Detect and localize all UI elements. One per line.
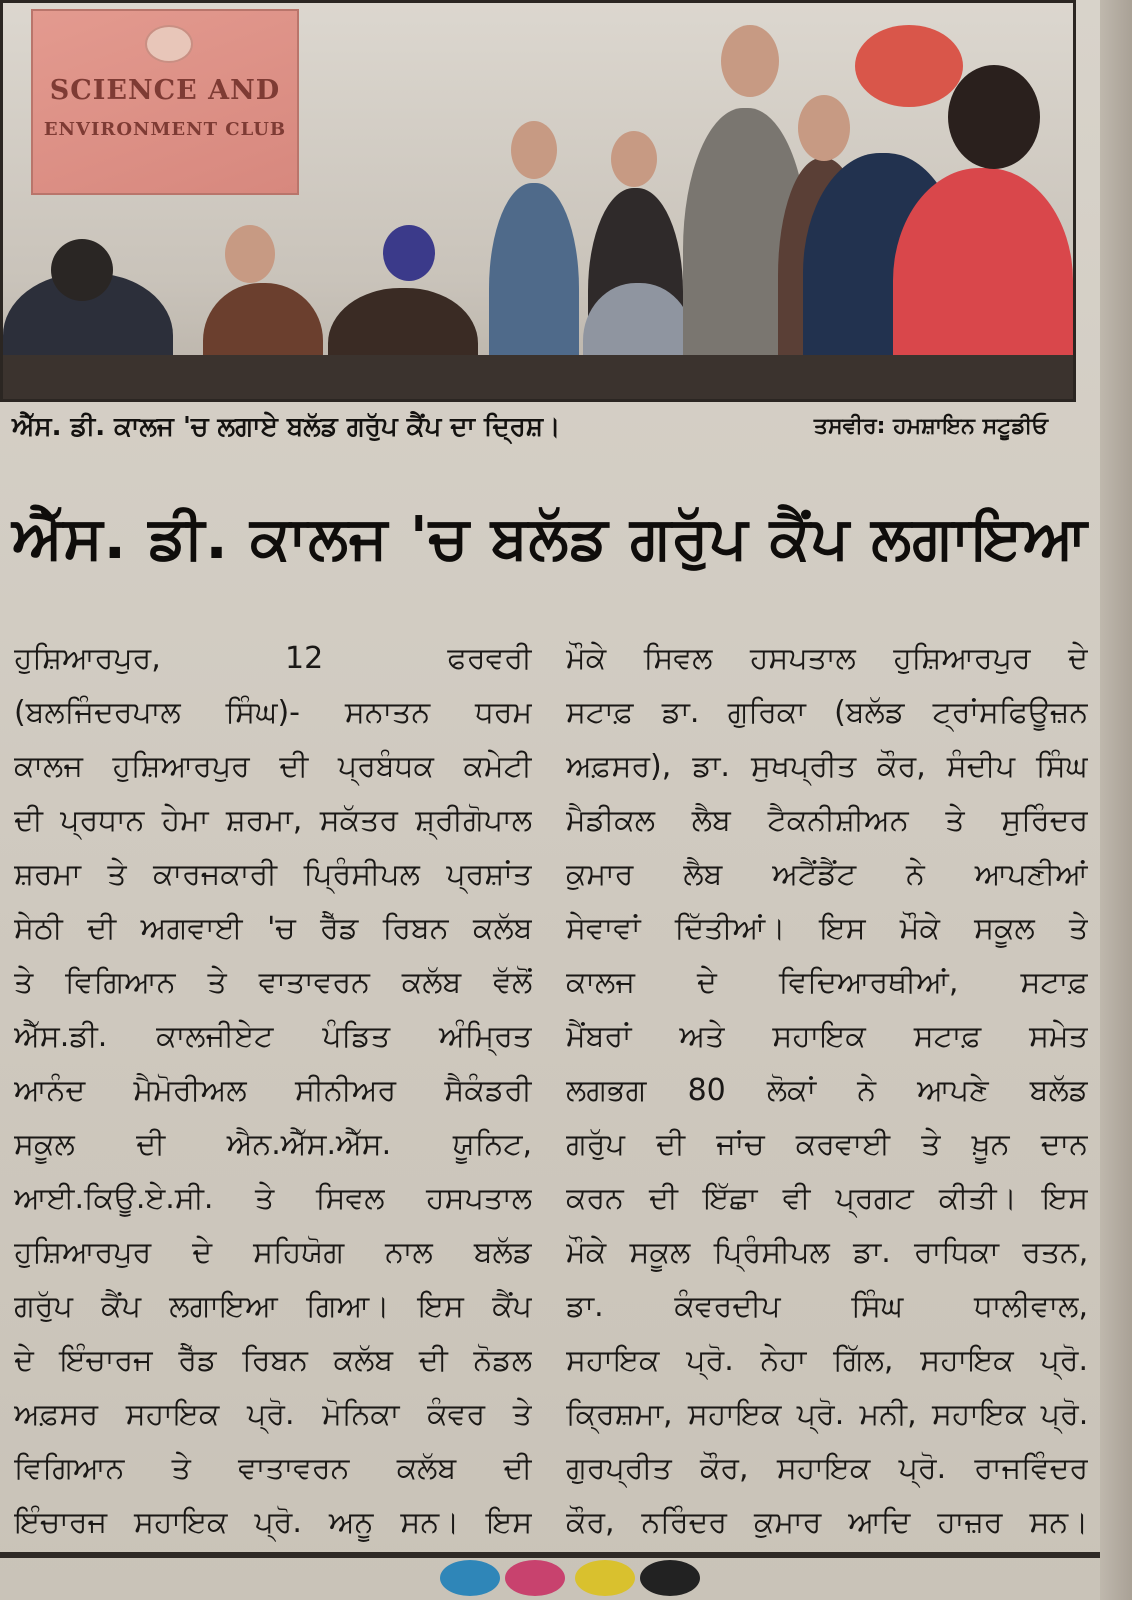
club-logo-icon [145,25,193,63]
print-registration-mark [640,1560,700,1596]
article-line: ਮੌਕੇ ਸਿਵਲ ਹਸਪਤਾਲ ਹੁਸ਼ਿਆਰਪੁਰ ਦੇ [566,641,1088,676]
article-line: ਡਾ. ਕੰਵਰਦੀਪ ਸਿੰਘ ਧਾਲੀਵਾਲ, [566,1289,1088,1324]
bottom-rule [0,1552,1132,1558]
article-line: ਕੌਰ, ਨਰਿੰਦਰ ਕੁਮਾਰ ਆਦਿ ਹਾਜ਼ਰ ਸਨ। [566,1505,1088,1540]
article-line: (ਬਲਜਿੰਦਰਪਾਲ ਸਿੰਘ)- ਸਨਾਤਨ ਧਰਮ [14,695,532,730]
person-head [51,239,113,301]
article-line: ਸੇਵਾਵਾਂ ਦਿੱਤੀਆਂ। ਇਸ ਮੌਕੇ ਸਕੂਲ ਤੇ [566,911,1088,946]
photo-caption [12,410,1072,460]
article-line: ਕ੍ਰਿਸ਼ਮਾ, ਸਹਾਇਕ ਪ੍ਰੋ. ਮਨੀ, ਸਹਾਇਕ ਪ੍ਰੋ. [566,1397,1088,1432]
article-line: ਇੰਚਾਰਜ ਸਹਾਇਕ ਪ੍ਰੋ. ਅਨੂ ਸਨ। ਇਸ [14,1505,532,1540]
article-line: ਵਿਗਿਆਨ ਤੇ ਵਾਤਾਵਰਨ ਕਲੱਬ ਦੀ [14,1451,532,1486]
article-line: ਕੁਮਾਰ ਲੈਬ ਅਟੈਂਡੈਂਟ ਨੇ ਆਪਣੀਆਂ [566,857,1088,892]
article-line: ਕਾਲਜ ਦੇ ਵਿਦਿਆਰਥੀਆਂ, ਸਟਾਫ਼ [566,965,1088,1000]
article-line: ਸੇਠੀ ਦੀ ਅਗਵਾਈ 'ਚ ਰੈੱਡ ਰਿਬਨ ਕਲੱਬ [14,911,532,946]
article-line: ਹੁਸ਼ਿਆਰਪੁਰ, 12 ਫਰਵਰੀ [14,641,532,676]
article-line: ਆਨੰਦ ਮੈਮੋਰੀਅਲ ਸੀਨੀਅਰ ਸੈਕੰਡਰੀ [14,1073,532,1108]
person-head [855,25,963,107]
article-line: ਸਕੂਲ ਦੀ ਐਨ.ਐੱਸ.ਐੱਸ. ਯੂਨਿਟ, [14,1127,532,1162]
banner-line1: SCIENCE AND [49,75,281,106]
article-line: ਆਈ.ਕਿਊ.ਏ.ਸੀ. ਤੇ ਸਿਵਲ ਹਸਪਤਾਲ [14,1181,532,1216]
article-line: ਅਫ਼ਸਰ), ਡਾ. ਸੁਖਪ੍ਰੀਤ ਕੌਰ, ਸੰਦੀਪ ਸਿੰਘ [566,749,1088,784]
article-line: ਗਰੁੱਪ ਕੈਂਪ ਲਗਾਇਆ ਗਿਆ। ਇਸ ਕੈਂਪ [14,1289,532,1324]
article-line: ਮੈਡੀਕਲ ਲੈਬ ਟੈਕਨੀਸ਼ੀਅਨ ਤੇ ਸੁਰਿੰਦਰ [566,803,1088,838]
club-banner [31,9,299,195]
article-line: ਮੌਕੇ ਸਕੂਲ ਪ੍ਰਿੰਸੀਪਲ ਡਾ. ਰਾਧਿਕਾ ਰਤਨ, [566,1235,1088,1270]
article-line: ਕਰਨ ਦੀ ਇੱਛਾ ਵੀ ਪ੍ਰਗਟ ਕੀਤੀ। ਇਸ [566,1181,1088,1216]
article-column-1 [14,632,532,1550]
article-line: ਸਹਾਇਕ ਪ੍ਰੋ. ਨੇਹਾ ਗਿੱਲ, ਸਹਾਇਕ ਪ੍ਰੋ. [566,1343,1088,1378]
article-line: ਸਟਾਫ਼ ਡਾ. ਗੁਰਿਕਾ (ਬਲੱਡ ਟ੍ਰਾਂਸਫਿਊਜ਼ਨ [566,695,1088,730]
article-line: ਹੁਸ਼ਿਆਰਪੁਰ ਦੇ ਸਹਿਯੋਗ ਨਾਲ ਬਲੱਡ [14,1235,532,1270]
article-line: ਸ਼ਰਮਾ ਤੇ ਕਾਰਜਕਾਰੀ ਪ੍ਰਿੰਸੀਪਲ ਪ੍ਰਸ਼ਾਂਤ [14,857,532,892]
article-line: ਅਫ਼ਸਰ ਸਹਾਇਕ ਪ੍ਰੋ. ਮੋਨਿਕਾ ਕੰਵਰ ਤੇ [14,1397,532,1432]
page-edge [1100,0,1132,1600]
person-head [511,121,557,179]
article-line: ਦੇ ਇੰਚਾਰਜ ਰੈੱਡ ਰਿਬਨ ਕਲੱਬ ਦੀ ਨੋਡਲ [14,1343,532,1378]
banner-line2: ENVIRONMENT CLUB [43,119,287,140]
print-registration-mark [505,1560,565,1596]
article-line: ਗੁਰਪ੍ਰੀਤ ਕੌਰ, ਸਹਾਇਕ ਪ੍ਰੋ. ਰਾਜਵਿੰਦਰ [566,1451,1088,1486]
person-head [721,25,779,97]
caption-text: ਐੱਸ. ਡੀ. ਕਾਲਜ 'ਚ ਲਗਾਏ ਬਲੱਡ ਗਰੁੱਪ ਕੈਂਪ ਦਾ ਦ੍ਰਿਸ਼। [12,412,561,442]
photo-credit: ਤਸਵੀਰ: ਹਮਸ਼ਾਇਨ ਸਟੂਡੀਓ [813,414,1048,439]
person-head [948,65,1040,169]
article-line: ਗਰੁੱਪ ਦੀ ਜਾਂਚ ਕਰਵਾਈ ਤੇ ਖ਼ੂਨ ਦਾਨ [566,1127,1088,1162]
article-line: ਲਗਭਗ 80 ਲੋਕਾਂ ਨੇ ਆਪਣੇ ਬਲੱਡ [566,1073,1088,1108]
article-line: ਦੀ ਪ੍ਰਧਾਨ ਹੇਮਾ ਸ਼ਰਮਾ, ਸਕੱਤਰ ਸ਼੍ਰੀਗੋਪਾਲ [14,803,532,838]
table-edge [3,355,1076,402]
article-line: ਕਾਲਜ ਹੁਸ਼ਿਆਰਪੁਰ ਦੀ ਪ੍ਰਬੰਧਕ ਕਮੇਟੀ [14,749,532,784]
person-head [798,95,850,161]
print-registration-mark [440,1560,500,1596]
person-head [611,131,657,187]
article-line: ਐੱਸ.ਡੀ. ਕਾਲਜੀਏਟ ਪੰਡਿਤ ਅੰਮ੍ਰਿਤ [14,1019,532,1054]
print-registration-mark [575,1560,635,1596]
article-headline: ਐੱਸ. ਡੀ. ਕਾਲਜ 'ਚ ਬਲੱਡ ਗਰੁੱਪ ਕੈਂਪ ਲਗਾਇਆ [12,503,1088,572]
article-column-2 [566,632,1088,1550]
article-line: ਤੇ ਵਿਗਿਆਨ ਤੇ ਵਾਤਾਵਰਨ ਕਲੱਬ ਵੱਲੋਂ [14,965,532,1000]
news-photo [0,0,1076,402]
article-line: ਮੈਂਬਰਾਂ ਅਤੇ ਸਹਾਇਕ ਸਟਾਫ਼ ਸਮੇਤ [566,1019,1088,1054]
person-head [383,225,435,281]
person-head [225,225,275,283]
